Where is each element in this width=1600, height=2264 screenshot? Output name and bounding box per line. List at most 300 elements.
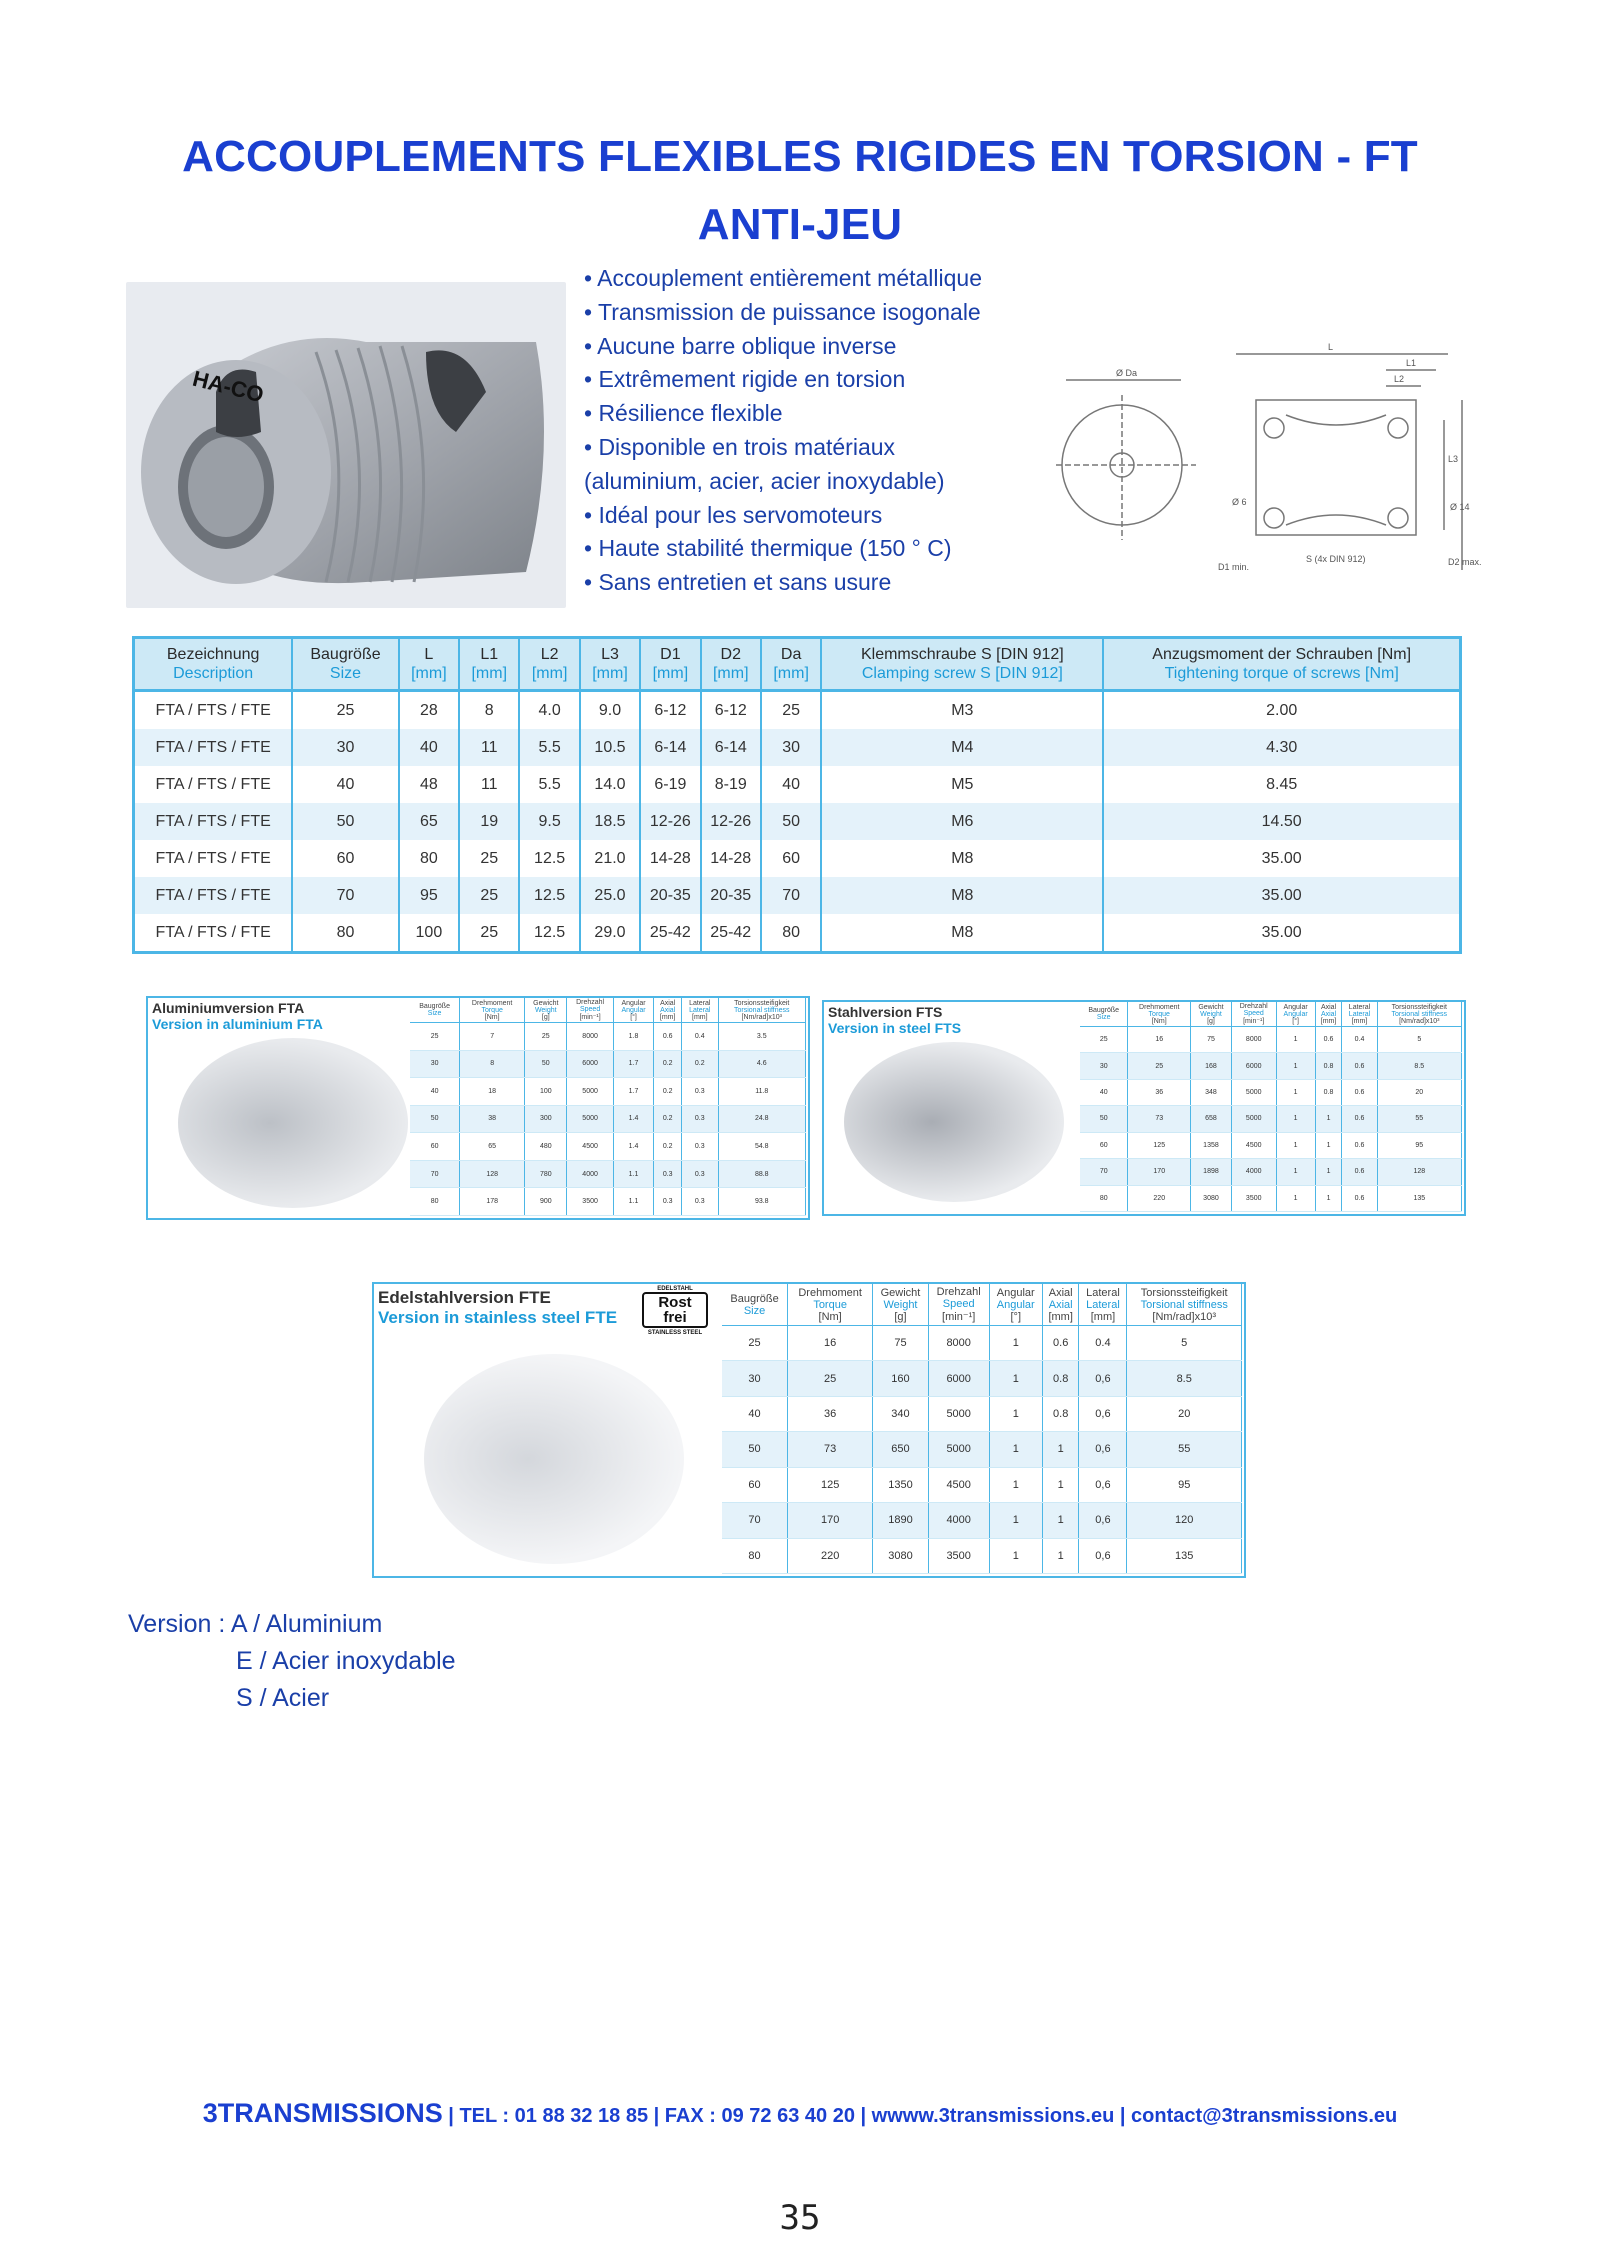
table-cell: 80 bbox=[1080, 1185, 1128, 1211]
table-cell: 1 bbox=[1042, 1503, 1079, 1538]
column-header-de: Angular bbox=[621, 999, 646, 1007]
table-cell: 125 bbox=[788, 1467, 873, 1502]
feature-list bbox=[584, 262, 982, 600]
table-row bbox=[134, 803, 1461, 840]
column-header-de: D2 bbox=[720, 646, 741, 663]
table-cell: 0.3 bbox=[682, 1188, 718, 1216]
table-cell: 900 bbox=[525, 1188, 567, 1216]
column-header-de: Baugröße bbox=[419, 1003, 450, 1010]
table-cell: 1.1 bbox=[613, 1188, 654, 1216]
column-header-unit: [Nm] bbox=[1151, 1017, 1167, 1025]
table-cell: 60 bbox=[292, 840, 398, 877]
table-cell: 1 bbox=[989, 1396, 1042, 1431]
table-cell: 25.0 bbox=[580, 877, 640, 914]
column-header-en: Weight bbox=[883, 1298, 918, 1311]
column-header-unit: [°] bbox=[1010, 1310, 1022, 1323]
table-cell: M8 bbox=[821, 877, 1103, 914]
fte-photo bbox=[424, 1354, 684, 1564]
table-cell: 1.7 bbox=[613, 1050, 654, 1078]
table-cell: 14.0 bbox=[580, 766, 640, 803]
column-header-en: Torque bbox=[1148, 1010, 1170, 1018]
column-header bbox=[654, 998, 682, 1023]
fte-title bbox=[378, 1288, 617, 1328]
table-cell: 70 bbox=[722, 1503, 788, 1538]
table-cell: FTA / FTS / FTE bbox=[134, 691, 293, 730]
column-header bbox=[873, 1284, 929, 1326]
footer-brand: 3TRANSMISSIONS bbox=[202, 2098, 443, 2128]
table-cell: 50 bbox=[1080, 1106, 1128, 1132]
column-header bbox=[761, 638, 821, 691]
table-cell: 0.8 bbox=[1042, 1361, 1079, 1396]
dim-l-label: L bbox=[1328, 342, 1334, 352]
column-header-en: Torsional stiffness bbox=[734, 1006, 790, 1014]
table-cell: 1 bbox=[989, 1503, 1042, 1538]
column-header bbox=[1191, 1002, 1232, 1027]
table-cell: 0.8 bbox=[1315, 1053, 1342, 1079]
column-header bbox=[613, 998, 654, 1023]
table-cell: 170 bbox=[1128, 1159, 1191, 1185]
table-cell: 25-42 bbox=[640, 914, 700, 953]
column-header-de: Drehzahl bbox=[576, 999, 605, 1006]
column-header bbox=[788, 1284, 873, 1326]
table-cell: 220 bbox=[788, 1538, 873, 1573]
table-cell: 12.5 bbox=[519, 914, 579, 953]
feature-item: • Transmission de puissance isogonale bbox=[584, 298, 981, 325]
table-cell: 8.5 bbox=[1377, 1053, 1461, 1079]
table-cell: 40 bbox=[761, 766, 821, 803]
table-cell: 340 bbox=[873, 1396, 929, 1431]
column-header-en: Size bbox=[427, 1010, 442, 1017]
table-cell: 348 bbox=[1191, 1079, 1232, 1105]
table-cell: 48 bbox=[399, 766, 459, 803]
table-cell: 5000 bbox=[1231, 1106, 1276, 1132]
table-cell: 50 bbox=[525, 1050, 567, 1078]
table-cell: 88.8 bbox=[718, 1160, 805, 1188]
column-header-en: Axial bbox=[660, 1006, 676, 1014]
column-header bbox=[1276, 1002, 1315, 1027]
column-header-en: [mm] bbox=[712, 665, 749, 682]
table-cell: 5.5 bbox=[519, 729, 579, 766]
column-header bbox=[292, 638, 398, 691]
table-row bbox=[722, 1396, 1242, 1431]
fte-panel bbox=[372, 1282, 1246, 1578]
table-cell: 1 bbox=[989, 1432, 1042, 1467]
column-header bbox=[1127, 1284, 1242, 1326]
column-header bbox=[399, 638, 459, 691]
table-cell: 19 bbox=[459, 803, 519, 840]
column-header bbox=[519, 638, 579, 691]
table-cell: 20-35 bbox=[640, 877, 700, 914]
column-header-de: L bbox=[424, 646, 434, 663]
feature-item: • Résilience flexible bbox=[584, 400, 783, 427]
dim-da-label: Ø Da bbox=[1116, 368, 1138, 378]
table-cell: 8 bbox=[460, 1050, 525, 1078]
table-cell: 160 bbox=[873, 1361, 929, 1396]
table-cell: 1898 bbox=[1191, 1159, 1232, 1185]
table-cell: 8.5 bbox=[1127, 1361, 1242, 1396]
table-cell: 60 bbox=[761, 840, 821, 877]
dim-d1-label: D1 min. bbox=[1218, 562, 1250, 572]
table-cell: FTA / FTS / FTE bbox=[134, 877, 293, 914]
table-cell: 5.5 bbox=[519, 766, 579, 803]
page-number: 35 bbox=[779, 2198, 821, 2238]
column-header-de: Drehzahl bbox=[936, 1286, 981, 1298]
table-cell: 80 bbox=[761, 914, 821, 953]
table-cell: 1.7 bbox=[613, 1078, 654, 1106]
table-row bbox=[1080, 1185, 1462, 1211]
table-cell: 9.0 bbox=[580, 691, 640, 730]
column-header-de: Torsionssteifigkeit bbox=[1391, 1003, 1447, 1011]
table-row bbox=[410, 1050, 806, 1078]
table-cell: 3500 bbox=[567, 1188, 613, 1216]
table-row bbox=[134, 914, 1461, 953]
column-header-unit: [mm] bbox=[692, 1013, 708, 1021]
table-cell: 54.8 bbox=[718, 1133, 805, 1161]
rostfrei-badge bbox=[642, 1286, 708, 1336]
column-header-de: Axial bbox=[1048, 1286, 1073, 1299]
table-cell: 0.6 bbox=[1042, 1326, 1079, 1361]
table-row bbox=[1080, 1053, 1462, 1079]
column-header bbox=[989, 1284, 1042, 1326]
column-header bbox=[1042, 1284, 1079, 1326]
table-row bbox=[410, 1160, 806, 1188]
feature-item: • Aucune barre oblique inverse bbox=[584, 332, 897, 359]
table-cell: 9.5 bbox=[519, 803, 579, 840]
table-cell: 35.00 bbox=[1261, 923, 1302, 941]
column-header-de: Baugröße bbox=[310, 646, 381, 663]
table-cell: 0.3 bbox=[682, 1105, 718, 1133]
table-cell: 16 bbox=[1128, 1027, 1191, 1053]
table-cell: 70 bbox=[410, 1160, 460, 1188]
column-header-en: [mm] bbox=[471, 665, 508, 682]
table-cell: 1 bbox=[1276, 1053, 1315, 1079]
table-cell: 11 bbox=[459, 729, 519, 766]
column-header-en: [mm] bbox=[531, 665, 568, 682]
column-header-unit: [g] bbox=[1207, 1017, 1215, 1025]
table-cell: 658 bbox=[1191, 1106, 1232, 1132]
column-header-unit: [°] bbox=[630, 1013, 637, 1021]
fts-header-row bbox=[1080, 1002, 1462, 1027]
table-cell: 128 bbox=[1377, 1159, 1461, 1185]
version-line: S / Acier bbox=[236, 1684, 330, 1712]
table-row bbox=[410, 1188, 806, 1216]
table-cell: 4000 bbox=[928, 1503, 989, 1538]
fts-panel bbox=[822, 1000, 1466, 1216]
table-row bbox=[134, 877, 1461, 914]
table-cell: 40 bbox=[410, 1078, 460, 1106]
table-row bbox=[722, 1503, 1242, 1538]
footer-contact bbox=[0, 2098, 1600, 2129]
table-cell: 650 bbox=[873, 1432, 929, 1467]
column-header-en: Angular bbox=[1283, 1010, 1308, 1018]
badge-line2: frei bbox=[663, 1309, 687, 1326]
table-cell: 0.4 bbox=[682, 1023, 718, 1051]
feature-item: • Haute stabilité thermique (150 ° C) bbox=[584, 535, 952, 562]
column-header-de: Lateral bbox=[689, 999, 711, 1007]
table-cell: 18 bbox=[460, 1078, 525, 1106]
fta-photo bbox=[178, 1038, 408, 1208]
column-header-de: Drehmoment bbox=[798, 1286, 862, 1299]
table-cell: 8000 bbox=[928, 1326, 989, 1361]
table-cell: 0.3 bbox=[682, 1133, 718, 1161]
column-header bbox=[928, 1284, 989, 1326]
table-cell: 4000 bbox=[567, 1160, 613, 1188]
table-cell: 93.8 bbox=[718, 1188, 805, 1216]
table-cell: M8 bbox=[821, 914, 1103, 953]
column-header-de: Drehmoment bbox=[471, 999, 513, 1007]
column-header-de: L1 bbox=[480, 646, 499, 663]
fta-header-row bbox=[410, 998, 806, 1023]
table-cell: 0,6 bbox=[1079, 1538, 1127, 1573]
table-cell: 0.6 bbox=[1342, 1053, 1377, 1079]
table-cell: 0,6 bbox=[1079, 1432, 1127, 1467]
table-row bbox=[1080, 1159, 1462, 1185]
column-header-unit: [mm] bbox=[1048, 1310, 1073, 1323]
table-cell: 80 bbox=[399, 840, 459, 877]
column-header-en: Clamping screw S [DIN 912] bbox=[861, 665, 1063, 682]
table-cell: 0.3 bbox=[654, 1188, 682, 1216]
table-cell: 30 bbox=[292, 729, 398, 766]
table-cell: FTA / FTS / FTE bbox=[134, 766, 293, 803]
table-cell: 1 bbox=[1276, 1185, 1315, 1211]
column-header-en: [mm] bbox=[652, 665, 689, 682]
table-cell: M5 bbox=[821, 766, 1103, 803]
column-header bbox=[134, 638, 293, 691]
table-cell: 36 bbox=[1128, 1079, 1191, 1105]
table-cell: 65 bbox=[460, 1133, 525, 1161]
table-row bbox=[1080, 1132, 1462, 1158]
table-cell: 2.00 bbox=[1266, 701, 1298, 719]
table-cell: 50 bbox=[761, 803, 821, 840]
table-row bbox=[722, 1361, 1242, 1396]
table-cell: 25 bbox=[459, 914, 519, 953]
fts-table bbox=[1080, 1002, 1462, 1212]
table-cell: 1.4 bbox=[613, 1105, 654, 1133]
table-cell: 1 bbox=[989, 1326, 1042, 1361]
table-cell: 4.30 bbox=[1103, 729, 1460, 766]
table-cell: 3.5 bbox=[718, 1023, 805, 1051]
table-cell: 1 bbox=[1276, 1079, 1315, 1105]
table-cell: 25 bbox=[1080, 1027, 1128, 1053]
table-cell: 1 bbox=[1315, 1106, 1342, 1132]
column-header-en: Torsional stiffness bbox=[1140, 1298, 1228, 1311]
table-cell: 1.4 bbox=[613, 1133, 654, 1161]
dim-d2-label: D2 max. bbox=[1448, 557, 1482, 567]
table-cell: 65 bbox=[399, 803, 459, 840]
table-cell: 20-35 bbox=[701, 877, 761, 914]
table-cell: 100 bbox=[399, 914, 459, 953]
column-header bbox=[460, 998, 525, 1023]
column-header-de: Anzugsmoment der Schrauben [Nm] bbox=[1152, 646, 1412, 663]
table-cell: 8.45 bbox=[1266, 775, 1298, 793]
table-cell: 12-26 bbox=[640, 803, 700, 840]
column-header-de: Klemmschraube S [DIN 912] bbox=[860, 646, 1064, 663]
table-cell: 5000 bbox=[567, 1078, 613, 1106]
table-cell: 5000 bbox=[928, 1432, 989, 1467]
table-cell: 5000 bbox=[1231, 1079, 1276, 1105]
table-row bbox=[722, 1432, 1242, 1467]
table-cell: 40 bbox=[1080, 1079, 1128, 1105]
column-header-en: [mm] bbox=[773, 665, 809, 682]
column-header-unit: [Nm/rad]x10³ bbox=[741, 1013, 782, 1021]
column-header bbox=[580, 638, 640, 691]
table-row bbox=[134, 840, 1461, 877]
table-cell: 1 bbox=[1276, 1106, 1315, 1132]
table-row bbox=[410, 1023, 806, 1051]
fts-photo bbox=[844, 1042, 1064, 1202]
table-cell: 60 bbox=[410, 1133, 460, 1161]
table-cell: 300 bbox=[525, 1105, 567, 1133]
table-cell: 0.6 bbox=[1342, 1185, 1377, 1211]
column-header bbox=[1080, 1002, 1128, 1027]
table-cell: 4500 bbox=[567, 1133, 613, 1161]
table-cell: 5 bbox=[1377, 1027, 1461, 1053]
table-cell: 55 bbox=[1377, 1106, 1461, 1132]
column-header-en: [mm] bbox=[411, 665, 447, 682]
table-cell: 75 bbox=[873, 1326, 929, 1361]
column-header bbox=[682, 998, 718, 1023]
table-cell: 8000 bbox=[1231, 1027, 1276, 1053]
table-cell: 25 bbox=[292, 691, 398, 730]
table-cell: 1.8 bbox=[613, 1023, 654, 1051]
table-cell: 0.2 bbox=[654, 1078, 682, 1106]
table-cell: 128 bbox=[460, 1160, 525, 1188]
table-cell: 70 bbox=[761, 877, 821, 914]
table-cell: 1 bbox=[1315, 1185, 1342, 1211]
column-header-en: Lateral bbox=[1086, 1298, 1120, 1311]
table-cell: 4.0 bbox=[519, 691, 579, 730]
fts-title bbox=[828, 1004, 961, 1036]
column-header bbox=[1342, 1002, 1377, 1027]
table-cell: 3500 bbox=[1231, 1185, 1276, 1211]
table-cell: 6-12 bbox=[640, 691, 700, 730]
table-cell: 0.6 bbox=[1315, 1027, 1342, 1053]
badge-line1: Rost bbox=[658, 1294, 692, 1311]
table-cell: 8-19 bbox=[701, 766, 761, 803]
column-header bbox=[410, 998, 460, 1023]
dim-phi14-label: Ø 14 bbox=[1450, 502, 1470, 512]
table-cell: 11.8 bbox=[718, 1078, 805, 1106]
column-header-en: Size bbox=[1096, 1014, 1111, 1021]
table-cell: 50 bbox=[410, 1105, 460, 1133]
table-cell: 480 bbox=[525, 1133, 567, 1161]
table-cell: 35.00 bbox=[1103, 877, 1460, 914]
column-header-en: Lateral bbox=[1348, 1010, 1371, 1018]
table-cell: 0,6 bbox=[1079, 1467, 1127, 1502]
table-row bbox=[410, 1133, 806, 1161]
column-header-de: Axial bbox=[1320, 1003, 1337, 1011]
table-cell: 14-28 bbox=[701, 840, 761, 877]
table-cell: 0.6 bbox=[1342, 1079, 1377, 1105]
table-cell: M8 bbox=[821, 840, 1103, 877]
column-header bbox=[1128, 1002, 1191, 1027]
column-header-en: Size bbox=[743, 1304, 766, 1317]
table-cell: 1 bbox=[1276, 1027, 1315, 1053]
column-header-unit: [mm] bbox=[659, 1013, 676, 1021]
feature-item: • Extrêmement rigide en torsion bbox=[584, 366, 906, 393]
table-cell: 55 bbox=[1127, 1432, 1242, 1467]
table-cell: 6-19 bbox=[640, 766, 700, 803]
table-cell: 25 bbox=[459, 840, 519, 877]
table-cell: 1 bbox=[989, 1538, 1042, 1573]
table-cell: 95 bbox=[1127, 1467, 1242, 1502]
fta-title-de: Aluminiumversion FTA bbox=[152, 1000, 305, 1016]
column-header bbox=[821, 638, 1103, 691]
table-cell: 4.6 bbox=[718, 1050, 805, 1078]
column-header-en: Speed bbox=[1243, 1010, 1264, 1017]
column-header-unit: [mm] bbox=[1351, 1017, 1368, 1025]
table-cell: FTA / FTS / FTE bbox=[134, 729, 293, 766]
feature-item: • Idéal pour les servomoteurs bbox=[584, 501, 883, 528]
table-cell: 18.5 bbox=[580, 803, 640, 840]
table-cell: 14.50 bbox=[1103, 803, 1460, 840]
table-cell: 70 bbox=[1080, 1159, 1128, 1185]
table-row bbox=[1080, 1106, 1462, 1132]
fta-title bbox=[152, 1000, 323, 1032]
column-header-de: Baugröße bbox=[1088, 1007, 1120, 1014]
table-cell: 12.5 bbox=[519, 840, 579, 877]
table-cell: 4500 bbox=[1231, 1132, 1276, 1158]
fte-title-de: Edelstahlversion FTE bbox=[378, 1288, 551, 1307]
dim-l2-label: L2 bbox=[1394, 374, 1405, 384]
table-cell: 0.2 bbox=[654, 1105, 682, 1133]
version-line: Version : A / Aluminium bbox=[128, 1610, 383, 1638]
table-cell: 3080 bbox=[1191, 1185, 1232, 1211]
table-cell: 30 bbox=[410, 1050, 460, 1078]
table-cell: 1.1 bbox=[613, 1160, 654, 1188]
table-cell: 80 bbox=[410, 1188, 460, 1216]
column-header bbox=[1231, 1002, 1276, 1027]
table-cell: 25 bbox=[761, 691, 821, 730]
table-cell: 1 bbox=[1042, 1538, 1079, 1573]
column-header-unit: [Nm/rad]x10³ bbox=[1152, 1310, 1216, 1323]
table-cell: 25 bbox=[1128, 1053, 1191, 1079]
table-cell: 11 bbox=[459, 766, 519, 803]
table-cell: 0.4 bbox=[1079, 1326, 1127, 1361]
column-header-en: Torsional stiffness bbox=[1391, 1010, 1448, 1018]
table-cell: 25 bbox=[459, 877, 519, 914]
table-cell: 30 bbox=[1080, 1053, 1128, 1079]
page-title: ACCOUPLEMENTS FLEXIBLES RIGIDES EN TORSION - FT bbox=[182, 132, 1418, 181]
column-header-unit: [min⁻¹] bbox=[1243, 1018, 1265, 1025]
table-cell: 0.8 bbox=[1042, 1396, 1079, 1431]
table-cell: 8000 bbox=[567, 1023, 613, 1051]
version-line: E / Acier inoxydable bbox=[236, 1647, 456, 1675]
table-cell: 21.0 bbox=[580, 840, 640, 877]
table-cell: 95 bbox=[399, 877, 459, 914]
table-cell: 80 bbox=[292, 914, 398, 953]
table-row bbox=[410, 1105, 806, 1133]
table-cell: 100 bbox=[525, 1078, 567, 1106]
column-header-en: Speed bbox=[579, 1006, 601, 1013]
table-cell: 0.3 bbox=[682, 1078, 718, 1106]
version-legend bbox=[128, 1606, 456, 1717]
column-header-de: Baugröße bbox=[730, 1292, 779, 1305]
column-header-unit: [min⁻¹] bbox=[579, 1014, 601, 1021]
column-header-de: Lateral bbox=[1086, 1286, 1120, 1299]
table-cell: 20 bbox=[1127, 1396, 1242, 1431]
footer-details: | TEL : 01 88 32 18 85 | FAX : 09 72 63 40 20 | wwww.3transmissions.eu | contact@3transmissions.eu bbox=[442, 2105, 1398, 2127]
table-cell: 25 bbox=[788, 1361, 873, 1396]
table-cell: 25-42 bbox=[701, 914, 761, 953]
table-cell: M4 bbox=[821, 729, 1103, 766]
table-cell: 25 bbox=[525, 1023, 567, 1051]
table-cell: 38 bbox=[460, 1105, 525, 1133]
table-cell: 40 bbox=[399, 729, 459, 766]
column-header-de: Torsionssteifigkeit bbox=[1140, 1286, 1228, 1299]
table-cell: 135 bbox=[1127, 1538, 1242, 1573]
fte-table bbox=[722, 1284, 1242, 1574]
